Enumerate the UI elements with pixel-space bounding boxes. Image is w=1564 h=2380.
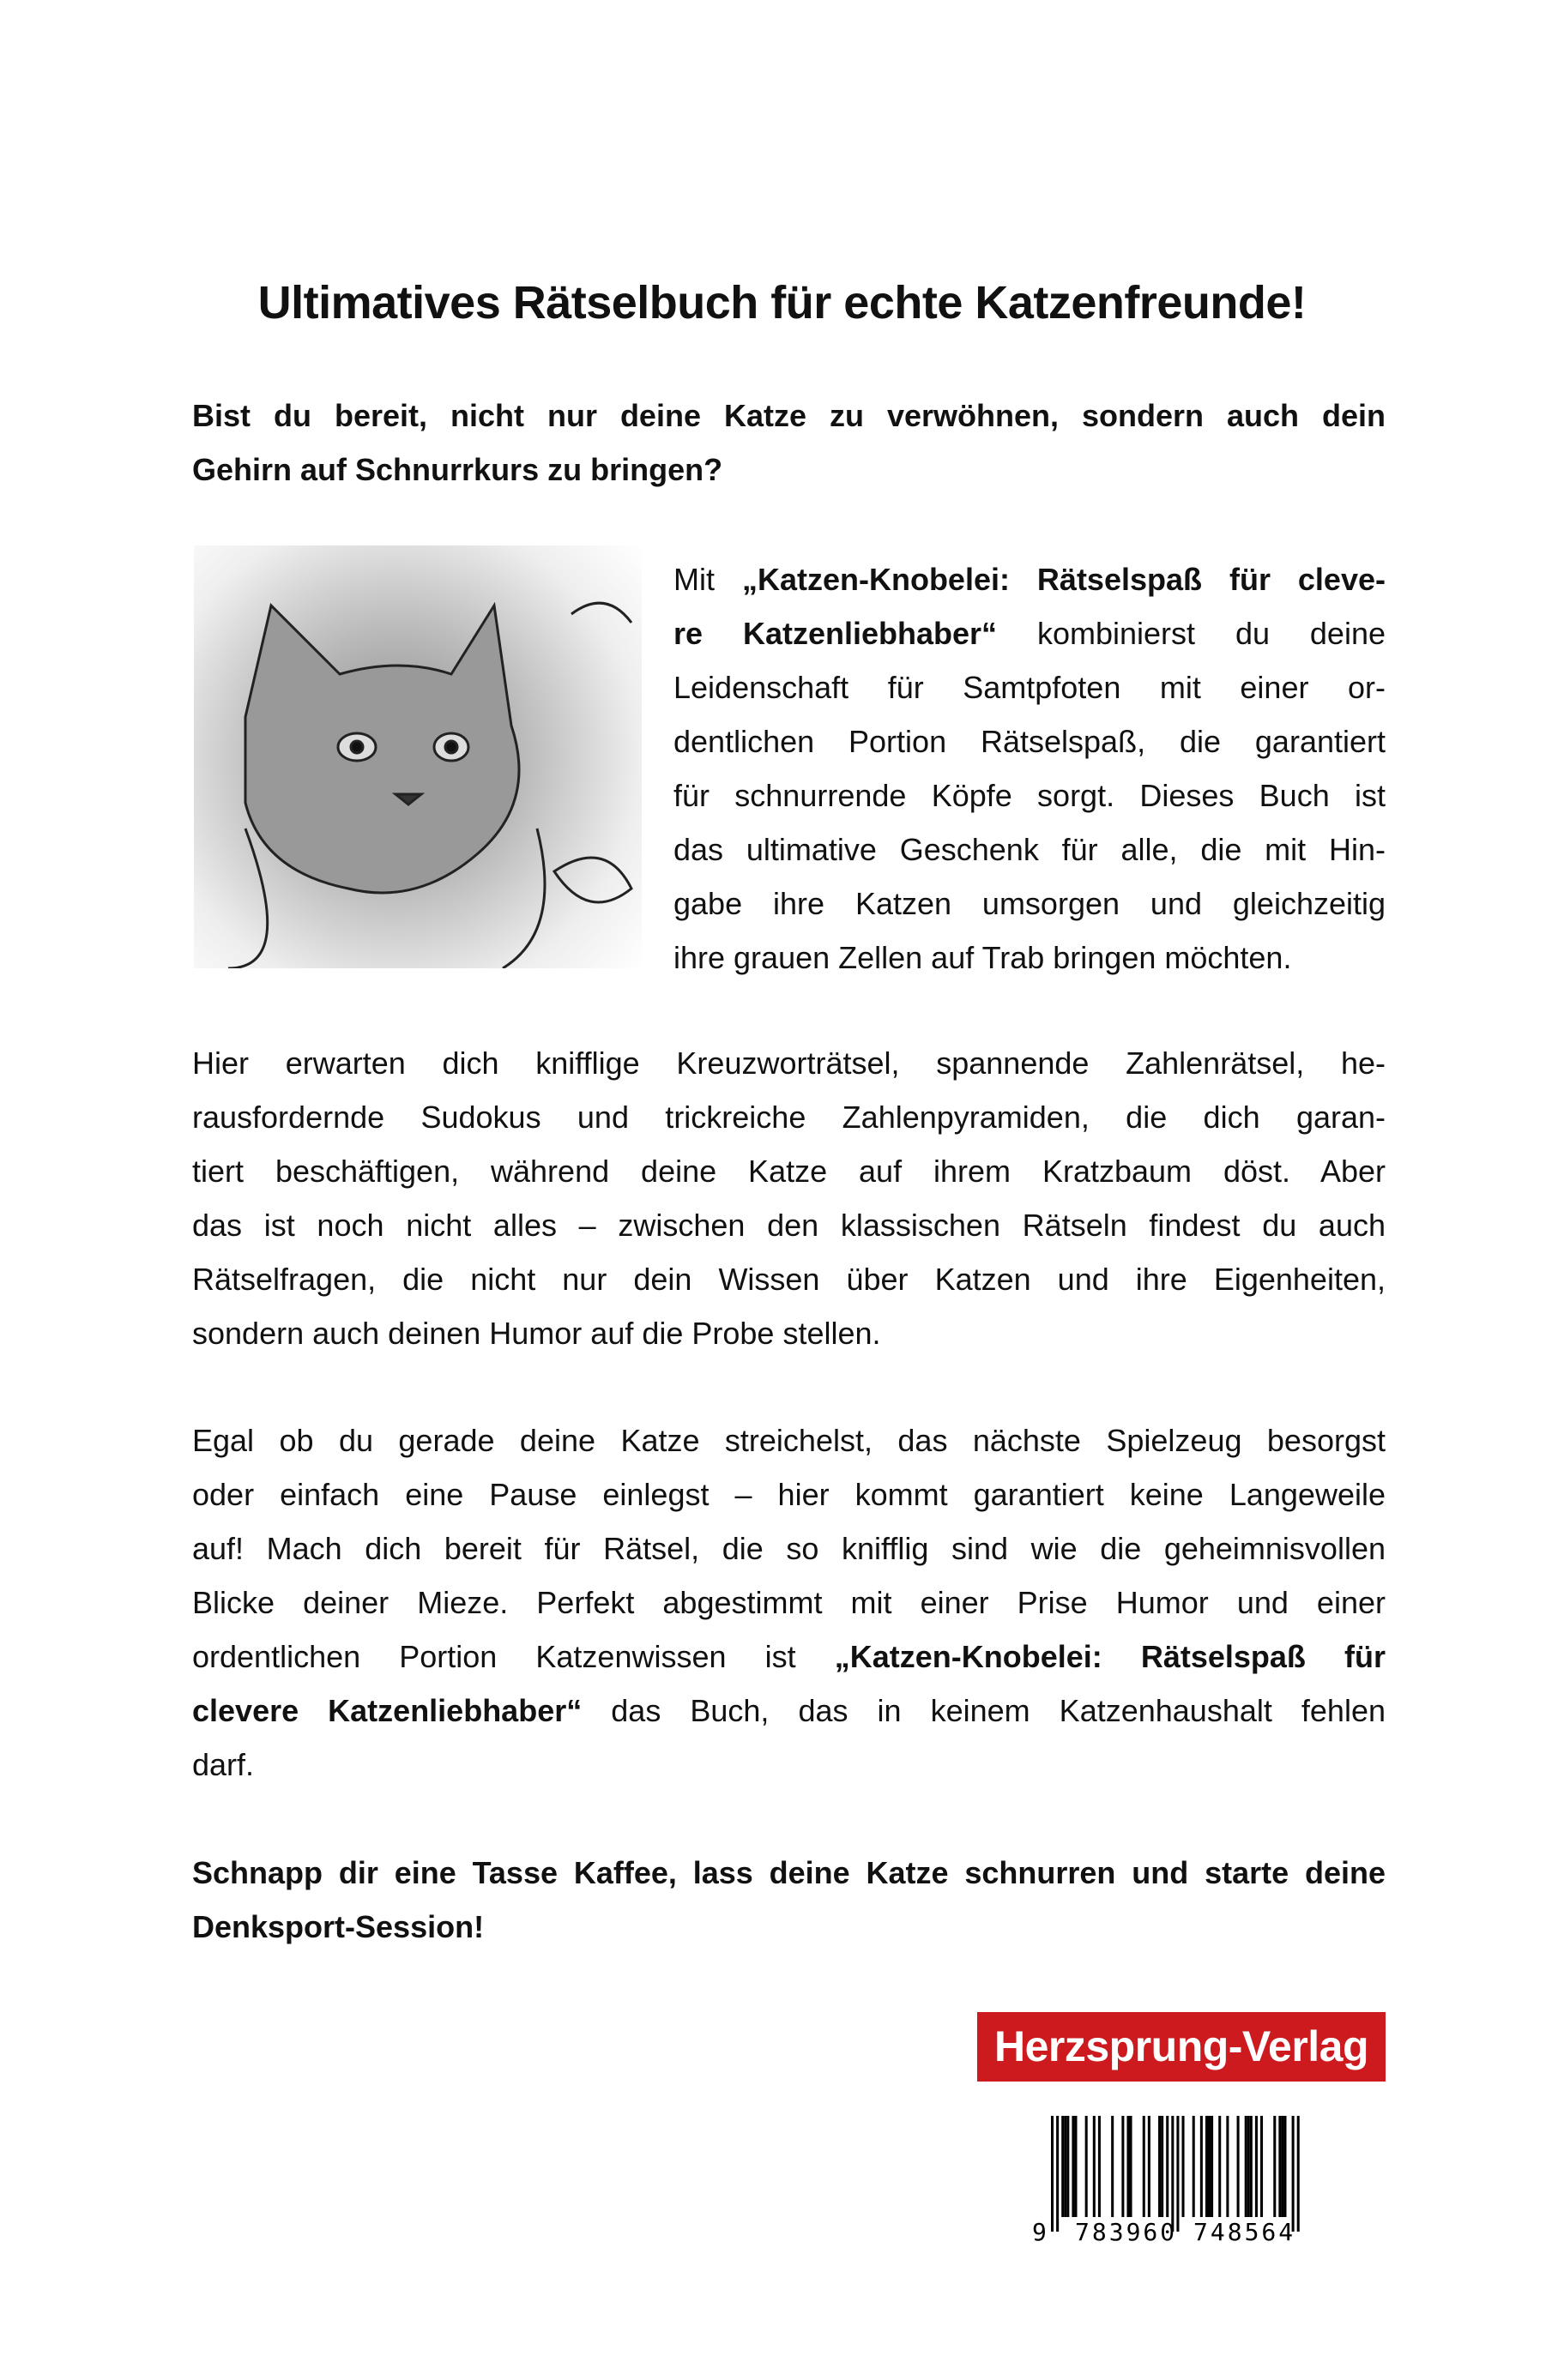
text: für schnurrende Köpfe sorgt. Dieses Buch ist: [673, 778, 1386, 813]
text: darf.: [192, 1747, 255, 1782]
barcode-bar: [1176, 2116, 1179, 2232]
barcode-bar: [1161, 2116, 1163, 2217]
text: das ist noch nicht alles – zwischen den klassischen Rätseln findest du auch: [192, 1208, 1386, 1243]
text: tiert beschäftigen, während deine Katze auf ihrem Kratzbaum döst. Aber: [192, 1154, 1386, 1189]
barcode-bar: [1148, 2116, 1150, 2217]
barcode-bar: [1130, 2116, 1132, 2217]
text: ihre grauen Zellen auf Trab bringen möchten.: [673, 940, 1292, 975]
barcode-bar: [1051, 2116, 1054, 2232]
barcode-bar: [1273, 2116, 1276, 2217]
text: ordentlichen Portion Katzenwissen ist: [192, 1639, 835, 1674]
paragraph-3: [192, 1413, 1386, 1792]
barcode-bar: [1237, 2116, 1240, 2217]
text: das ultimative Geschenk für alle, die mit Hin-: [673, 832, 1386, 867]
text: Blicke deiner Mieze. Perfekt abgestimmt mit einer Prise Humor und einer: [192, 1585, 1386, 1620]
bold-text: Schnapp dir eine Tasse Kaffee, lass deine Katze schnurren und starte deine: [192, 1855, 1386, 1890]
text-line: [673, 822, 1386, 877]
text-line: [192, 1198, 1386, 1252]
bold-text: re Katzenliebhaber“: [673, 616, 998, 651]
barcode-bar: [1098, 2116, 1101, 2217]
text-line: [673, 768, 1386, 822]
text-line: [192, 1252, 1386, 1306]
text-line: [192, 1900, 1386, 1954]
paragraph-2: [192, 1036, 1386, 1360]
barcode-bar: [1171, 2116, 1174, 2232]
bold-text: „Katzen-Knobelei: Rätselspaß für: [834, 1639, 1386, 1674]
barcode-bar: [1056, 2116, 1059, 2232]
bold-text: clevere Katzenliebhaber“: [192, 1693, 583, 1728]
text-line: [192, 1576, 1386, 1630]
barcode-bar: [1211, 2116, 1213, 2217]
text-line: [192, 1630, 1386, 1684]
text-line: [673, 660, 1386, 714]
text: gabe ihre Katzen umsorgen und gleichzeitig: [673, 886, 1386, 921]
barcode-bar: [1255, 2116, 1258, 2217]
bold-text: Gehirn auf Schnurrkurs zu bringen?: [192, 452, 723, 487]
barcode-bar: [1200, 2116, 1203, 2217]
barcode-bar: [1281, 2116, 1283, 2217]
barcode-bar: [1208, 2116, 1211, 2217]
text-line: [192, 1684, 1386, 1738]
text-line: [192, 443, 1386, 497]
barcode-bar: [1292, 2116, 1295, 2232]
text: rausfordernde Sudokus und trickreiche Zahlenpyramiden, die dich garan-: [192, 1100, 1386, 1135]
text-line: [192, 1036, 1386, 1090]
barcode-bar: [1283, 2116, 1286, 2217]
text-line: [673, 931, 1386, 985]
text-line: [192, 1738, 1386, 1792]
text-line: [673, 714, 1386, 768]
barcode-bar: [1297, 2116, 1300, 2232]
bold-text: Denksport-Session!: [192, 1909, 485, 1944]
barcode-bar: [1143, 2116, 1145, 2217]
text-line: [192, 1144, 1386, 1198]
barcode-bar: [1247, 2116, 1250, 2217]
text-line: [192, 1521, 1386, 1576]
barcode-bar: [1205, 2116, 1208, 2217]
barcode-left-digits: 783960: [1075, 2218, 1178, 2244]
page-title: Ultimatives Rätselbuch für echte Katzenfreunde!: [257, 277, 1307, 328]
barcode-bar: [1278, 2116, 1281, 2217]
text-line: [192, 389, 1386, 443]
text-line: [192, 1467, 1386, 1521]
barcode-right-digits: 748564: [1193, 2218, 1296, 2244]
bold-text: Bist du bereit, nicht nur deine Katze zu verwöhnen, sondern auch dein: [192, 398, 1386, 433]
text: kombinierst du deine: [997, 616, 1386, 651]
text: oder einfach eine Pause einlegst – hier kommt garantiert keine Langeweile: [192, 1477, 1386, 1512]
text: dentlichen Portion Rätselspaß, die garantiert: [673, 724, 1386, 759]
text: Mit: [673, 562, 742, 597]
barcode-bar: [1064, 2116, 1066, 2217]
barcode-bar: [1072, 2116, 1074, 2217]
text-line: [192, 1306, 1386, 1360]
barcode-bar: [1066, 2116, 1069, 2217]
text-line: [673, 552, 1386, 606]
barcode-bar: [1085, 2116, 1088, 2217]
barcode-bar: [1166, 2116, 1168, 2217]
intro-question: [192, 389, 1386, 497]
paragraph-1: [673, 552, 1386, 985]
text: Egal ob du gerade deine Katze streichelst, das nächste Spielzeug besorgst: [192, 1423, 1386, 1458]
text-line: [673, 877, 1386, 931]
text: Hier erwarten dich knifflige Kreuzworträtsel, spannende Zahlenrätsel, he-: [192, 1045, 1386, 1081]
barcode-bar: [1260, 2116, 1263, 2217]
text-line: [192, 1413, 1386, 1467]
barcode-bar: [1061, 2116, 1064, 2217]
text-line: [192, 1090, 1386, 1144]
barcode-bar: [1218, 2116, 1221, 2217]
barcode-prefix-digit: 9: [1032, 2218, 1047, 2244]
closing-call-to-action: [192, 1846, 1386, 1954]
text-line: [192, 1846, 1386, 1900]
barcode-bar: [1074, 2116, 1077, 2217]
barcode-bar: [1121, 2116, 1124, 2217]
barcode-bar: [1111, 2116, 1114, 2217]
text: Leidenschaft für Samtpfoten mit einer or-: [673, 670, 1386, 705]
barcode-bar: [1158, 2116, 1161, 2217]
barcode-bar: [1226, 2116, 1229, 2217]
barcode-bar: [1126, 2116, 1129, 2217]
barcode-bar: [1250, 2116, 1253, 2217]
isbn-barcode: [1025, 2116, 1317, 2244]
text: Rätselfragen, die nicht nur dein Wissen über Katzen und ihre Eigenheiten,: [192, 1262, 1386, 1297]
cat-illustration: [194, 545, 642, 968]
publisher-logo: Herzsprung-Verlag: [977, 2012, 1386, 2082]
barcode-bar: [1193, 2116, 1195, 2217]
text: sondern auch deinen Humor auf die Probe stellen.: [192, 1316, 881, 1351]
text: auf! Mach dich bereit für Rätsel, die so knifflig sind wie die geheimnisvollen: [192, 1531, 1386, 1566]
barcode-bar: [1093, 2116, 1096, 2217]
text: das Buch, das in keinem Katzenhaushalt fehlen: [582, 1693, 1386, 1728]
barcode-bar: [1182, 2116, 1185, 2217]
barcode-bar: [1245, 2116, 1247, 2217]
bold-text: „Katzen-Knobelei: Rätselspaß für cleve-: [741, 562, 1386, 597]
text-line: [673, 606, 1386, 660]
